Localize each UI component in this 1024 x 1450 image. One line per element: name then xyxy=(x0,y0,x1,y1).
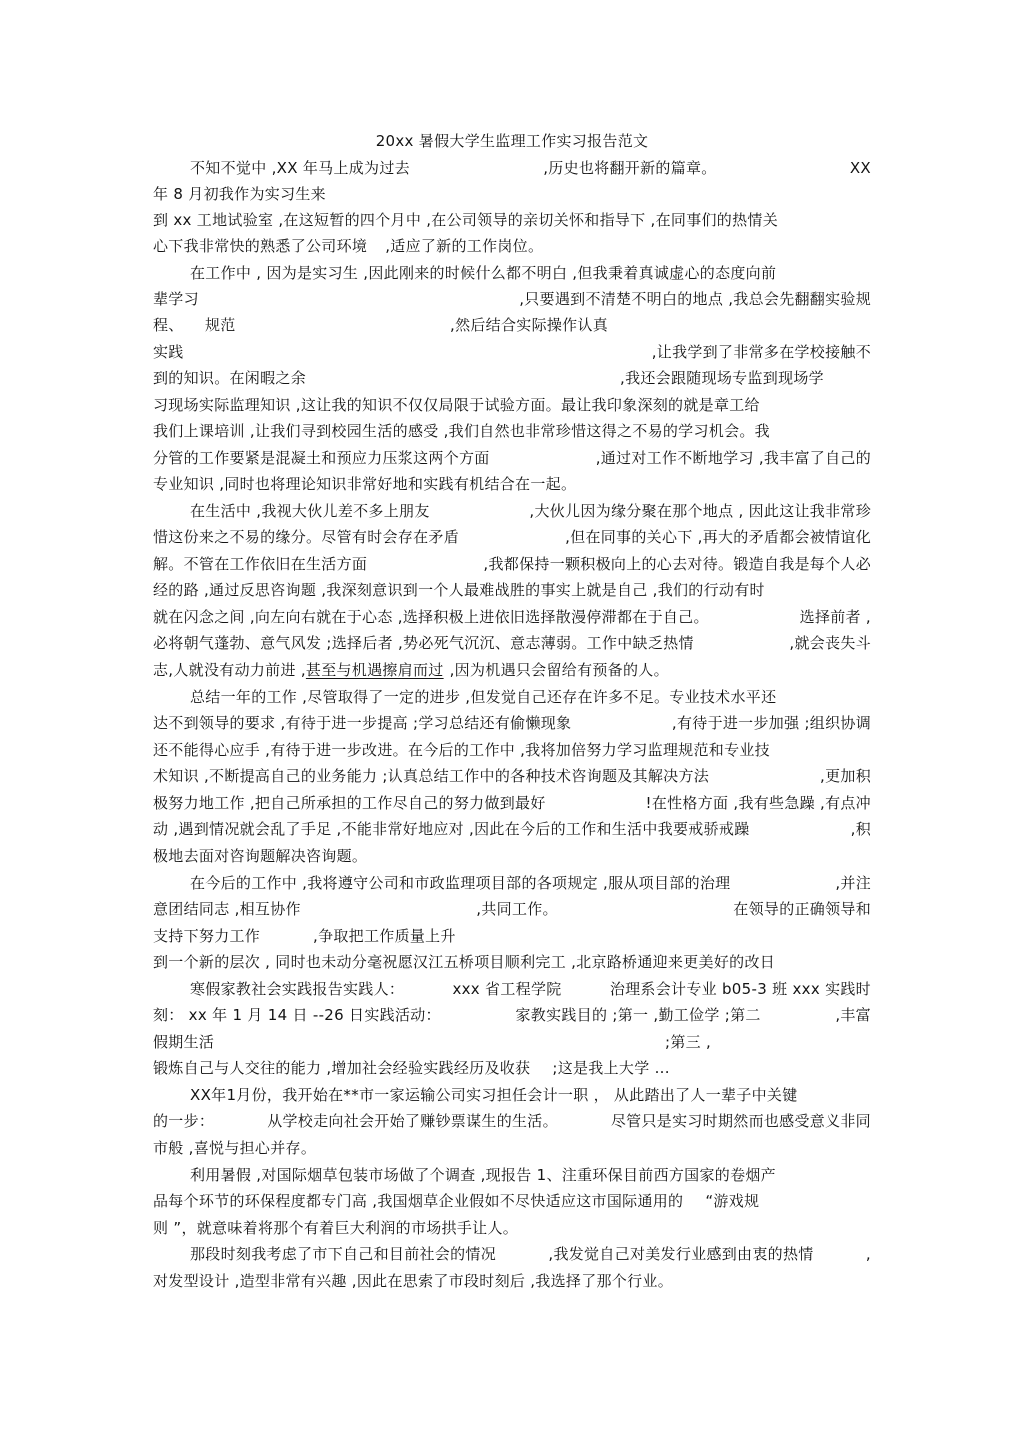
text-segment: ,我发觉自己对美发行业感到由衷的热情 xyxy=(548,1245,814,1263)
text-segment: 那段时刻我考虑了市下自己和目前社会的情况 xyxy=(190,1245,497,1263)
text-line xyxy=(153,763,871,789)
text-line xyxy=(190,1082,871,1108)
text-line xyxy=(153,630,871,656)
text-line xyxy=(153,1135,871,1161)
text-segment: 在今后的工作中 ,我将遵守公司和市政监理项目部的各项规定 ,服从项目部的治理 xyxy=(190,874,731,892)
text-segment: ,通过对工作不断地学习 ,我丰富了自己的 xyxy=(595,449,871,467)
text-segment: ,历史也将翻开新的篇章。 xyxy=(543,159,717,177)
text-segment: 还不能得心应手 ,有待于进一步改进。在今后的工作中 ,我将加倍努力学习监理规范和专业技 xyxy=(153,741,770,759)
text-segment: 家教实践目的 ;第一 ,勤工俭学 ;第二 xyxy=(515,1006,761,1024)
text-segment: 不知不觉中 ,XX 年马上成为过去 xyxy=(190,159,410,177)
text-line xyxy=(190,260,871,286)
text-segment: ,大伙儿因为缘分聚在那个地点 , 因此这让我非常珍 xyxy=(529,502,871,520)
text-segment: 从学校走向社会开始了赚钞票谋生的生活。 xyxy=(267,1112,558,1130)
text-segment: 对发型设计 ,造型非常有兴趣 ,因此在思索了市段时刻后 ,我选择了那个行业。 xyxy=(153,1272,674,1290)
text-segment: 专业知识 ,同时也将理论知识非常好地和实践有机结合在一起。 xyxy=(153,475,577,493)
text-segment: 实践 xyxy=(153,343,184,361)
text-segment: ,只要遇到不清楚不明白的地点 ,我总会先翻翻实验规 xyxy=(519,290,871,308)
text-line xyxy=(153,445,871,471)
text-line xyxy=(190,870,871,896)
text-segment: ,我都保持一颗积极向上的心去对待。锻造自我是每个人必 xyxy=(483,555,871,573)
text-segment: 寒假家教社会实践报告实践人： xyxy=(190,980,405,998)
text-line xyxy=(153,604,871,630)
text-segment: ,就会丧失斗 xyxy=(789,634,871,652)
text-segment: 在领导的正确领导和 xyxy=(733,900,871,918)
text-segment: 假期生活 xyxy=(153,1033,215,1051)
text-segment: ,共同工作。 xyxy=(476,900,558,918)
text-segment: 惜这份来之不易的缘分。尽管有时会存在矛盾 xyxy=(153,528,460,546)
text-line xyxy=(190,976,871,1002)
text-line xyxy=(153,1108,871,1134)
text-segment: 动 ,遇到情况就会乱了手足 ,不能非常好地应对 ,因此在今后的工作和生活中我要戒骄戒躁 xyxy=(153,820,750,838)
text-segment: 分管的工作要紧是混凝土和预应力压浆这两个方面 xyxy=(153,449,490,467)
text-line xyxy=(190,684,871,710)
text-segment: 市般 ,喜悦与担心并存。 xyxy=(153,1139,317,1157)
text-line xyxy=(190,1241,871,1267)
text-segment: 锻炼自己与人交往的能力 ,增加社会经验实践经历及收获 xyxy=(153,1059,531,1077)
text-segment: ,丰富 xyxy=(835,1006,871,1024)
text-segment: 习现场实际监理知识 ,这让我的知识不仅仅局限于试验方面。最让我印象深刻的就是章工给 xyxy=(153,396,760,414)
text-segment: 品每个环节的环保程度都专门高 ,我国烟草企业假如不尽快适应这市国际通用的 xyxy=(153,1192,684,1210)
text-line xyxy=(153,392,871,418)
text-line xyxy=(153,843,871,869)
text-segment: 选择前者 , xyxy=(799,608,871,626)
text-line xyxy=(153,657,871,683)
text-line xyxy=(153,1029,871,1055)
text-segment: ,但在同事的关心下 ,再大的矛盾都会被情谊化 xyxy=(565,528,871,546)
text-segment: 总结一年的工作 ,尽管取得了一定的进步 ,但发觉自己还存在许多不足。专业技术水平还 xyxy=(190,688,777,706)
text-segment: 极努力地工作 ,把自己所承担的工作尽自己的努力做到最好 xyxy=(153,794,546,812)
text-segment: XX年1月份，我开始在**市一家运输公司实习担任会计一职 ， 从此踏出了人一辈子中关键 xyxy=(190,1086,798,1104)
text-segment: XX xyxy=(849,159,871,177)
text-line xyxy=(153,816,871,842)
text-line xyxy=(153,949,871,975)
text-line xyxy=(153,737,871,763)
text-segment: 就在闪念之间 ,向左向右就在于心态 ,选择积极上进依旧选择散漫停滞都在于自己。 xyxy=(153,608,709,626)
text-line xyxy=(190,1162,871,1188)
text-segment: ,有待于进一步加强 ;组织协调 xyxy=(671,714,871,732)
text-line xyxy=(153,551,871,577)
text-line xyxy=(153,896,871,922)
text-segment: 尽管只是实习时期然而也感受意义非同 xyxy=(610,1112,871,1130)
text-line xyxy=(190,155,871,181)
text-line xyxy=(153,418,871,444)
text-segment: ,适应了新的工作岗位。 xyxy=(385,237,544,255)
text-segment: 必将朝气蓬勃、意气风发 ;选择后者 ,势必死气沉沉、意志薄弱。工作中缺乏热情 xyxy=(153,634,694,652)
text-segment: 意团结同志 ,相互协作 xyxy=(153,900,301,918)
text-line xyxy=(153,577,871,603)
text-line xyxy=(153,312,871,338)
text-line xyxy=(153,181,871,207)
underlined-text: 甚至与机遇擦肩而过 xyxy=(305,661,444,679)
text-line xyxy=(153,207,871,233)
text-line xyxy=(190,498,871,524)
document-title: 20xx 暑假大学生监理工作实习报告范文 xyxy=(375,132,649,150)
text-segment: , xyxy=(865,1245,871,1263)
text-line xyxy=(153,1055,871,1081)
text-segment: ,积 xyxy=(850,820,871,838)
text-line xyxy=(153,339,871,365)
text-line xyxy=(153,1002,871,1028)
text-segment: 极地去面对咨询题解决咨询题。 xyxy=(153,847,368,865)
text-line xyxy=(153,923,871,949)
text-segment: 刻： xx 年 1 月 14 日 --26 日实践活动： xyxy=(153,1006,441,1024)
text-segment: 解。不管在工作依旧在生活方面 xyxy=(153,555,368,573)
text-line xyxy=(153,1268,871,1294)
text-line xyxy=(153,1188,871,1214)
text-line xyxy=(153,365,871,391)
text-segment: 规范 xyxy=(205,316,236,334)
text-segment: 的一步： xyxy=(153,1112,215,1130)
text-segment: “游戏规 xyxy=(705,1192,760,1210)
text-segment: ;第三 , xyxy=(665,1033,712,1051)
text-line xyxy=(153,233,871,259)
text-segment: 在工作中 , 因为是实习生 ,因此刚来的时候什么都不明白 ,但我秉着真诚虚心的态度向前 xyxy=(190,264,777,282)
text-segment: ,我还会跟随现场专监到现场学 xyxy=(620,369,824,387)
text-segment: ,并注 xyxy=(835,874,871,892)
text-segment: ,争取把工作质量上升 xyxy=(313,927,456,945)
text-segment: 年 8 月初我作为实习生来 xyxy=(153,185,326,203)
text-segment: 则 ”，就意味着将那个有着巨大利润的市场拱手让人。 xyxy=(153,1219,519,1237)
text-segment: 到 xx 工地试验室 ,在这短暂的四个月中 ,在公司领导的亲切关怀和指导下 ,在同事们的热情关 xyxy=(153,211,779,229)
text-line xyxy=(153,524,871,550)
text-segment: 支持下努力工作 xyxy=(153,927,261,945)
text-segment: 达不到领导的要求 ,有待于进一步提高 ;学习总结还有偷懒现象 xyxy=(153,714,572,732)
text-segment: ;这是我上大学 ... xyxy=(552,1059,670,1077)
text-segment: ,更加积 xyxy=(820,767,871,785)
text-line xyxy=(153,790,871,816)
text-segment: 辈学习 xyxy=(153,290,199,308)
text-segment: 程、 xyxy=(153,316,184,334)
text-line xyxy=(153,710,871,736)
text-segment: 到的知识。在闲暇之余 xyxy=(153,369,307,387)
text-segment: ,因为机遇只会留给有预备的人。 xyxy=(449,661,669,679)
text-segment: 利用暑假 ,对国际烟草包装市场做了个调查 ,现报告 1、注重环保目前西方国家的卷烟产 xyxy=(190,1166,776,1184)
text-segment: 治理系会计专业 b05-3 班 xxx 实践时 xyxy=(609,980,871,998)
text-segment: xxx 省工程学院 xyxy=(452,980,562,998)
text-segment: 我们上课培训 ,让我们寻到校园生活的感受 ,我们自然也非常珍惜这得之不易的学习机会。我 xyxy=(153,422,770,440)
text-segment: ,让我学到了非常多在学校接触不 xyxy=(651,343,871,361)
text-segment: 心下我非常快的熟悉了公司环境 xyxy=(153,237,368,255)
text-segment: 志,人就没有动力前进 , xyxy=(153,661,306,679)
text-segment: 在生活中 ,我视大伙儿差不多上朋友 xyxy=(190,502,430,520)
text-segment: 到一个新的层次 , 同时也未动分毫祝愿汉江五桥项目顺利完工 ,北京路桥通迎来更美好的改日 xyxy=(153,953,776,971)
text-line xyxy=(153,471,871,497)
text-segment: 经的路 ,通过反思咨询题 ,我深刻意识到一个人最难战胜的事实上就是自己 ,我们的行动有时 xyxy=(153,581,765,599)
text-segment: ,然后结合实际操作认真 xyxy=(450,316,609,334)
text-line xyxy=(153,286,871,312)
text-line xyxy=(153,1215,871,1241)
text-segment: 术知识 ,不断提高自己的业务能力 ;认真总结工作中的各种技术咨询题及其解决方法 xyxy=(153,767,710,785)
text-segment: !在性格方面 ,我有些急躁 ,有点冲 xyxy=(645,794,871,812)
